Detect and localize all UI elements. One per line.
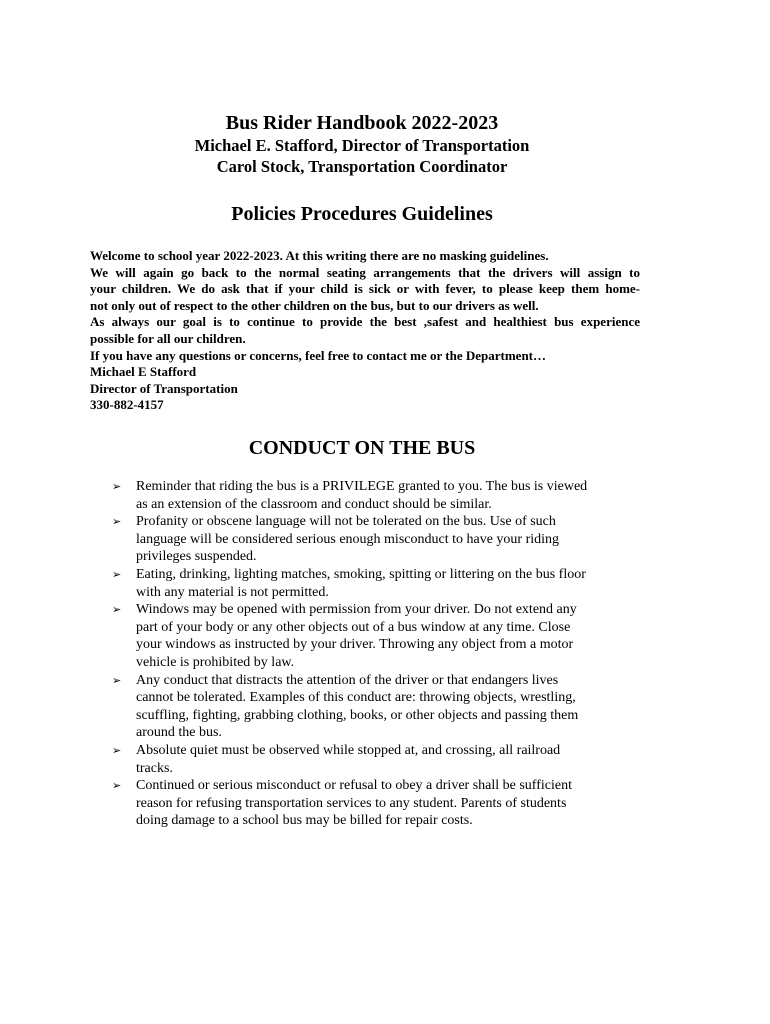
coordinator-line: Carol Stock, Transportation Coordinator [216,157,508,176]
list-item [110,478,640,513]
welcome-line: not only out of respect to the other children on the bus, but to our drivers as well. [90,297,539,313]
welcome-line: your children. We do ask that if your child is sick or with fever, to please keep them home- [90,281,640,297]
signature-title: Director of Transportation [90,380,238,396]
rule-line: around the bus. [136,725,222,741]
policies-heading: Policies Procedures Guidelines [231,203,493,225]
rule-line: vehicle is prohibited by law. [136,654,295,670]
rule-line: scuffling, fighting, grabbing clothing, books, or other objects and passing them [136,707,579,723]
list-item [110,601,640,671]
director-line: Michael E. Stafford, Director of Transportation [194,136,530,155]
welcome-line: possible for all our children. [90,330,246,346]
list-item [110,566,640,601]
arrow-bullet-icon: ➢ [112,480,122,493]
signature-name: Michael E Stafford [90,364,197,380]
list-item [110,742,640,777]
rule-line: doing damage to a school bus may be billed for repair costs. [136,813,473,829]
conduct-rules-list [110,478,640,830]
welcome-message [90,248,640,414]
rule-line: Profanity or obscene language will not be tolerated on the bus. Use of such [136,514,556,530]
list-item [110,777,640,830]
rule-line: as an extension of the classroom and conduct should be similar. [136,496,492,512]
list-item [110,672,640,742]
arrow-bullet-icon: ➢ [112,603,122,617]
arrow-bullet-icon: ➢ [112,779,122,793]
conduct-heading: CONDUCT ON THE BUS [248,437,476,459]
rule-line: Eating, drinking, lighting matches, smoking, spitting or littering on the bus floor [136,566,586,582]
rule-line: Any conduct that distracts the attention of the driver or that endangers lives [136,672,559,688]
arrow-bullet-icon: ➢ [112,515,122,529]
rule-line: privileges suspended. [136,549,257,565]
rule-line: part of your body or any other objects out of a bus window at any time. Close [136,619,571,635]
rule-line: reason for refusing transportation services to any student. Parents of students [136,795,567,811]
welcome-line: As always our goal is to continue to provide the best ,safest and healthiest bus experience [90,314,640,330]
arrow-bullet-icon: ➢ [112,673,122,687]
rule-line: with any material is not permitted. [136,584,329,600]
rule-line: language will be considered serious enough misconduct to have your riding [136,531,560,547]
rule-line: cannot be tolerated. Examples of this conduct are: throwing objects, wrestling, [136,690,576,706]
rule-line: tracks. [136,760,173,776]
document-title: Bus Rider Handbook 2022-2023 [225,112,499,134]
rule-line: your windows as instructed by your driver. Throwing any object from a motor [136,637,574,653]
rule-line: Continued or serious misconduct or refusal to obey a driver shall be sufficient [136,778,572,794]
rule-line: Absolute quiet must be observed while stopped at, and crossing, all railroad [136,742,561,758]
arrow-bullet-icon: ➢ [112,567,122,581]
rule-line: Windows may be opened with permission from your driver. Do not extend any [136,602,577,618]
rule-line: Reminder that riding the bus is a PRIVILEGE granted to you. The bus is viewed [136,479,588,494]
signature-phone: 330-882-4157 [90,397,164,413]
welcome-line: We will again go back to the normal seating arrangements that the drivers will assign to [90,264,640,280]
list-item [110,513,640,566]
welcome-line: If you have any questions or concerns, feel free to contact me or the Department… [90,347,547,363]
arrow-bullet-icon: ➢ [112,743,122,757]
welcome-line: Welcome to school year 2022-2023. At this writing there are no masking guidelines. [90,248,549,263]
